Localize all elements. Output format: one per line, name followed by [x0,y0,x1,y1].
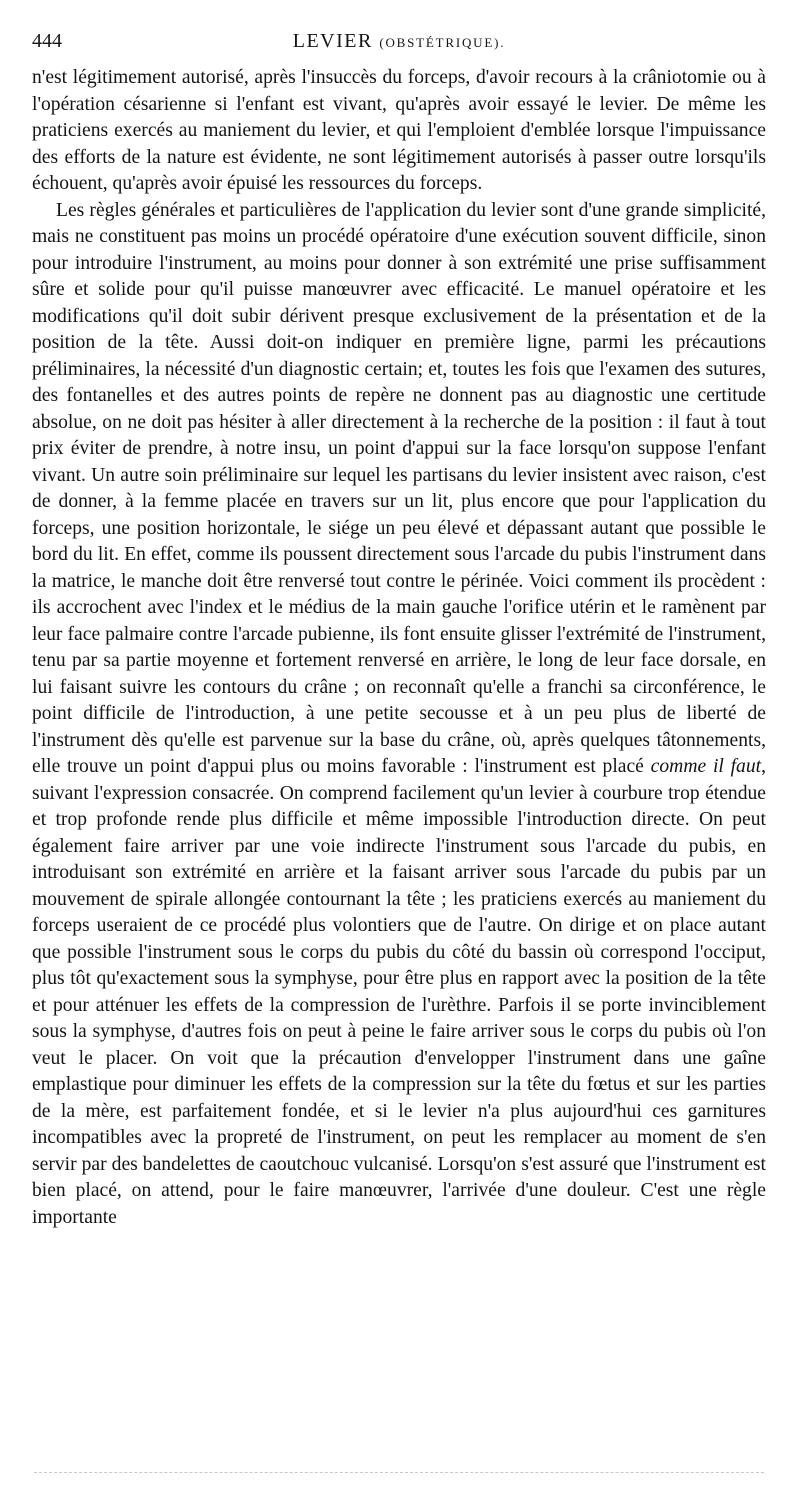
paragraph-2-part-1: Les règles générales et particulières de l'application du levier sont d'une grande simplicité, mais ne constituent pas moins un procédé opératoire d'une exécution souvent difficile, sinon pour introduire l'instrument, au moins pour donner à son extrémité une prise suffisamment sûre et solide pour qu'il puisse manœuvrer avec efficacité. Le manuel opératoire et les modifications qu'il doit subir dérivent presque exclusivement de la présentation et de la position de la tête. Aussi doit-on indiquer en première ligne, parmi les précautions préliminaires, la nécessité d'un diagnostic certain; et, toutes les fois que l'examen des sutures, des fontanelles et des autres points de repère ne donnent pas au diagnostic une certitude absolue, on ne doit pas hésiter à aller directement à la recherche de la position : il faut à tout prix éviter de prendre, à notre insu, un point d'appui sur la face lorsqu'on suppose l'enfant vivant. Un autre soin préliminaire sur lequel les partisans du levier insistent avec raison, c'est de donner, à la femme placée en travers sur un lit, plus encore que pour l'application du forceps, une position horizontale, le siége un peu élevé et dépassant autant que possible le bord du lit. En effet, comme ils poussent directement sous l'arcade du pubis l'instrument dans la matrice, le manche doit être renversé tout contre le périnée. Voici comment ils procèdent : ils accrochent avec l'index et le médius de la main gauche l'orifice utérin et le ramènent par leur face palmaire contre l'arcade pubienne, ils font ensuite glisser l'extrémité de l'instrument, tenu par sa partie moyenne et fortement renversé en arrière, le long de leur face dorsale, en lui faisant suivre les contours du crâne ; on reconnaît qu'elle a franchi sa circonférence, le point difficile de l'introduction, à une petite secousse et à un peu plus de liberté de l'instrument dès qu'elle est parvenue sur la base du crâne, où, après quelques tâtonnements, elle trouve un point d'appui plus ou moins favorable : l'instrument est placé [32,199,766,777]
running-title [32,30,766,53]
running-title-sub: (OBSTÉTRIQUE). [379,35,506,50]
running-title-main: LEVIER [292,30,373,52]
paragraph-1: n'est légitimement autorisé, après l'insuccès du forceps, d'avoir recours à la crâniotomie ou à l'opération césarienne si l'enfant est vivant, qu'après avoir essayé le levier. De même les praticiens exercés au maniement du levier, et qui l'emploient d'emblée lorsque l'impuissance des efforts de la nature est évidente, ne sont légitimement autorisés à passer outre lorsqu'ils échouent, qu'après avoir épuisé les ressources du forceps. [32,67,766,194]
paragraph-2-part-2: , suivant l'expression consacrée. On comprend facilement qu'un levier à courbure trop étendue et trop profonde rende plus difficile et même impossible l'introduction directe. On peut également faire arriver par une voie indirecte l'instrument sous l'arcade du pubis, en introduisant son extrémité en arrière et la faisant arriver sous l'arcade du pubis par un mouvement de spirale allongée contournant la tête ; les praticiens exercés au maniement du forceps useraient de ce procédé plus volontiers que de l'autre. On dirige et on place autant que possible l'instrument sous le corps du pubis du côté du bassin où correspond l'occiput, plus tôt qu'exactement sous la symphyse, pour être plus en rapport avec la position de la tête et pour atténuer les effets de la compression de l'urèthre. Parfois il se porte invinciblement sous la symphyse, d'autres fois on peut à peine le faire arriver sous le corps du pubis où l'on veut le placer. On voit que la précaution d'envelopper l'instrument dans une gaîne emplastique pour diminuer les effets de la compression sur la tête du fœtus et sur les parties de la mère, est parfaitement fondée, et si le levier n'a plus aujourd'hui ces garnitures incompatibles avec la propreté de l'instrument, on peut les remplacer au moment de s'en servir par des bandelettes de caoutchouc vulcanisé. Lorsqu'on s'est assuré que l'instrument est bien placé, on attend, pour le faire manœuvrer, l'arrivée d'une douleur. C'est une règle importante [32,756,766,1228]
paragraph-2 [32,198,766,1232]
running-head [32,26,766,58]
paragraph-2-emphasis: comme il faut [650,756,762,777]
body-text [32,65,766,1231]
footer-rule [34,1472,764,1473]
page-number: 444 [32,30,62,52]
